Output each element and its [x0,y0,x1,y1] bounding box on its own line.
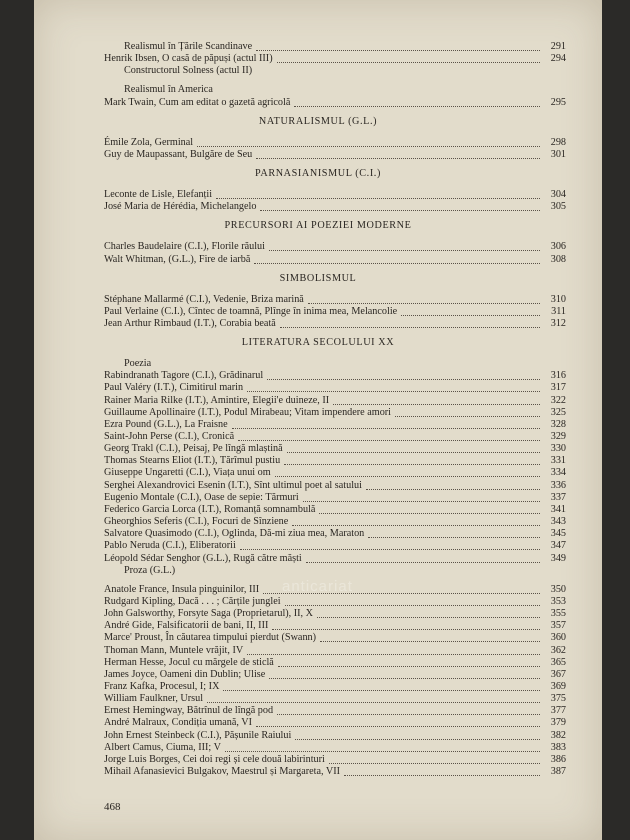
entry-title: John Ernest Steinbeck (C.I.), Pășunile Raiului [104,729,292,741]
entry-page-number: 328 [550,418,566,430]
entry-title: Poezia [124,358,152,370]
entry-title: Rudgard Kipling, Dacă . . . ; Cărțile junglei [104,595,281,607]
dot-leader [320,639,540,642]
entry-page-number: 369 [550,681,566,692]
entry-page-number: 347 [550,540,566,552]
entry-title: Mark Twain, Cum am editat o gazetă agricolă [104,96,291,108]
entry-title: Constructorul Solness (actul II) [124,65,253,77]
entry-page-number: 325 [550,406,566,418]
entry-title: Federico Garcia Lorca (I.T.), Romanță somnambulă [104,503,316,515]
entry-title: James Joyce, Oameni din Dublin; Ulise [104,668,266,680]
entry-title: Rainer Maria Rilke (I.T.), Amintire, Elegii'e duineze, II [104,394,330,406]
entry-title: Charles Baudelaire (C.I.), Florile răului [104,241,265,253]
dot-leader [303,499,540,502]
entry-page-number: 349 [550,552,566,564]
entry-title: Ezra Pound (G.L.), La Fraisne [104,418,228,430]
dot-leader [285,603,540,606]
entry-title: Stéphane Mallarmé (C.I.), Vedenie, Briza marină [104,293,304,305]
book-page [34,0,602,840]
toc-entry [34,200,602,214]
entry-title: Walt Whitman, (G.L.), Fire de iarbă [104,253,251,265]
entry-title: Émile Zola, Germinal [104,136,194,148]
dot-leader [317,615,540,618]
entry-page-number: 383 [550,741,566,753]
dot-leader [294,104,540,107]
dot-leader [277,60,540,63]
entry-page-number: 298 [550,136,566,148]
dot-leader [280,325,540,328]
entry-title: Realismul în Țările Scandinave [124,41,253,52]
dot-leader [344,773,540,776]
entry-page-number: 379 [550,717,566,729]
dot-leader [395,414,540,417]
toc-subheading [34,64,602,78]
entry-page-number: 331 [550,455,566,467]
entry-title: Guillaume Apollinaire (I.T.), Podul Mirabeau; Vitam impendere amori [104,406,392,418]
section-heading: LITERATURA SECOLULUI XX [241,337,395,349]
entry-page-number: 306 [550,241,566,253]
entry-page-number: 345 [550,528,566,540]
entry-title: Jean Arthur Rimbaud (I.T.), Corabia beată [104,317,276,329]
entry-title: William Faulkner, Ursul [104,693,204,705]
section-heading: SIMBOLISMUL [279,272,357,284]
dot-leader [287,450,540,453]
dot-leader [225,749,540,752]
entry-title: José Maria de Hérédia, Michelangelo [104,201,257,213]
dot-leader [275,474,540,477]
toc-entry [34,96,602,110]
entry-page-number: 386 [550,753,566,765]
entry-page-number: 336 [550,479,566,491]
entry-title: Guy de Maupassant, Bulgăre de Seu [104,148,253,160]
entry-page-number: 311 [551,305,566,317]
entry-page-number: 375 [550,693,566,705]
dot-leader [238,438,540,441]
entry-page-number: 312 [550,317,566,329]
entry-title: Rabindranath Tagore (C.I.), Grădinarul [104,370,264,382]
dot-leader [240,547,540,550]
dot-leader [207,700,540,703]
entry-title: Henrik Ibsen, O casă de păpuși (actul III) [104,53,273,65]
entry-page-number: 308 [550,253,566,265]
entry-title: Paul Valéry (I.T.), Cimitirul marin [104,382,244,394]
entry-title: Giuseppe Ungaretti (C.I.), Viața unui om [104,467,271,479]
dot-leader [247,389,540,392]
entry-page-number: 291 [550,41,566,52]
entry-title: André Malraux, Condiția umană, VI [104,717,253,729]
dot-leader [269,676,540,679]
entry-page-number: 329 [550,431,566,442]
entry-title: Paul Verlaine (C.I.), Cîntec de toamnă, Plînge în inima mea, Melancolie [104,305,398,317]
entry-page-number: 362 [550,644,566,656]
entry-page-number: 357 [550,620,566,632]
dot-leader [254,261,540,264]
entry-title: Proza (G.L.) [124,564,176,576]
entry-title: André Gide, Falsificatorii de bani, II, III [104,620,269,632]
entry-page-number: 305 [550,201,566,213]
dot-leader [277,712,540,715]
entry-title: Gheorghios Seferis (C.I.), Focuri de Sînziene [104,516,289,528]
toc-entry [34,317,602,331]
entry-title: Herman Hesse, Jocul cu mărgele de sticlă [104,656,274,668]
entry-title: Ernest Hemingway, Bătrînul de lîngă pod [104,705,274,717]
entry-title: Leconte de Lisle, Elefanții [104,189,213,201]
entry-page-number: 295 [550,96,566,108]
entry-title: Pablo Neruda (C.I.), Eliberatorii [104,540,236,552]
entry-page-number: 301 [550,148,566,160]
dot-leader [256,724,540,727]
entry-page-number: 350 [550,583,566,595]
section-heading: PARNASIANISMUL (C.I.) [255,168,381,180]
toc-entry [34,765,602,779]
entry-page-number: 322 [550,394,566,406]
dot-leader [256,48,540,51]
section-heading: NATURALISMUL (G.L.) [258,115,378,127]
entry-title: Jorge Luis Borges, Cei doi regi și cele două labirinturi [104,753,325,765]
dot-leader [319,511,540,514]
dot-leader [260,208,540,211]
dot-leader [197,144,540,147]
dot-leader [333,402,540,405]
entry-title: Eugenio Montale (C.I.), Oase de sepie: Tărmuri [104,491,299,503]
entry-title: Realismul în America [124,84,213,96]
dot-leader [401,313,540,316]
entry-title: Léopold Sédar Senghor (G.L.), Rugă către măști [104,552,302,564]
toc-subheading [34,564,602,578]
entry-page-number: 341 [550,503,566,515]
entry-title: Serghei Alexandrovici Esenin (I.T.), Sînt ultimul poet al satului [104,479,362,491]
dot-leader [256,156,540,159]
entry-page-number: 360 [550,632,566,644]
entry-page-number: 294 [550,53,566,65]
entry-title: Georg Trakl (C.I.), Peisaj, Pe lîngă mlaștină [104,443,283,455]
entry-page-number: 343 [550,516,566,528]
dot-leader [329,761,540,764]
entry-title: Thoman Mann, Muntele vrăjit, IV [104,644,244,656]
entry-title: Mihail Afanasievici Bulgakov, Maestrul și Margareta, VII [104,766,341,778]
entry-page-number: 367 [550,668,566,680]
entry-title: Saint-John Perse (C.I.), Cronică [104,431,235,442]
dot-leader [247,652,540,655]
entry-title: Anatole France, Insula pinguinilor, III [104,583,260,595]
entry-title: Marce' Proust, În căutarea timpului pierdut (Swann) [104,632,317,644]
entry-page-number: 355 [550,608,566,620]
entry-title: Salvatore Quasimodo (C.I.), Oglinda, Dă-mi ziua mea, Maraton [104,528,365,540]
entry-page-number: 382 [550,729,566,741]
dot-leader [295,737,540,740]
dot-leader [232,426,540,429]
entry-page-number: 337 [550,491,566,503]
entry-title: Thomas Stearns Eliot (I.T.), Tărîmul pustiu [104,455,281,467]
dot-leader [216,196,540,199]
dot-leader [368,535,540,538]
dot-leader [308,301,540,304]
dot-leader [284,462,540,465]
entry-page-number: 353 [550,595,566,607]
entry-page-number: 317 [550,382,566,394]
section-heading: PRECURSORI AI POEZIEI MODERNE [224,220,412,232]
entry-page-number: 377 [550,705,566,717]
entry-page-number: 334 [550,467,566,479]
dot-leader [272,627,540,630]
entry-page-number: 316 [550,370,566,382]
dot-leader [292,523,540,526]
entry-page-number: 304 [550,189,566,201]
dot-leader [366,487,540,490]
entry-page-number: 330 [550,443,566,455]
entry-page-number: 387 [550,766,566,778]
entry-title: John Galsworthy, Forsyte Saga (Proprietarul), II, X [104,608,313,620]
dot-leader [269,248,540,251]
toc-entry [34,148,602,162]
entry-title: Albert Camus, Ciuma, III; V [104,741,221,753]
watermark: anticariat [282,578,353,595]
dot-leader [306,560,540,563]
dot-leader [267,377,540,380]
entry-page-number: 310 [550,293,566,305]
page-number: 468 [104,801,121,813]
dot-leader [278,664,540,667]
entry-page-number: 365 [550,656,566,668]
dot-leader [223,688,540,691]
entry-title: Franz Kafka, Procesul, I; IX [104,681,220,692]
toc-entry [34,253,602,267]
